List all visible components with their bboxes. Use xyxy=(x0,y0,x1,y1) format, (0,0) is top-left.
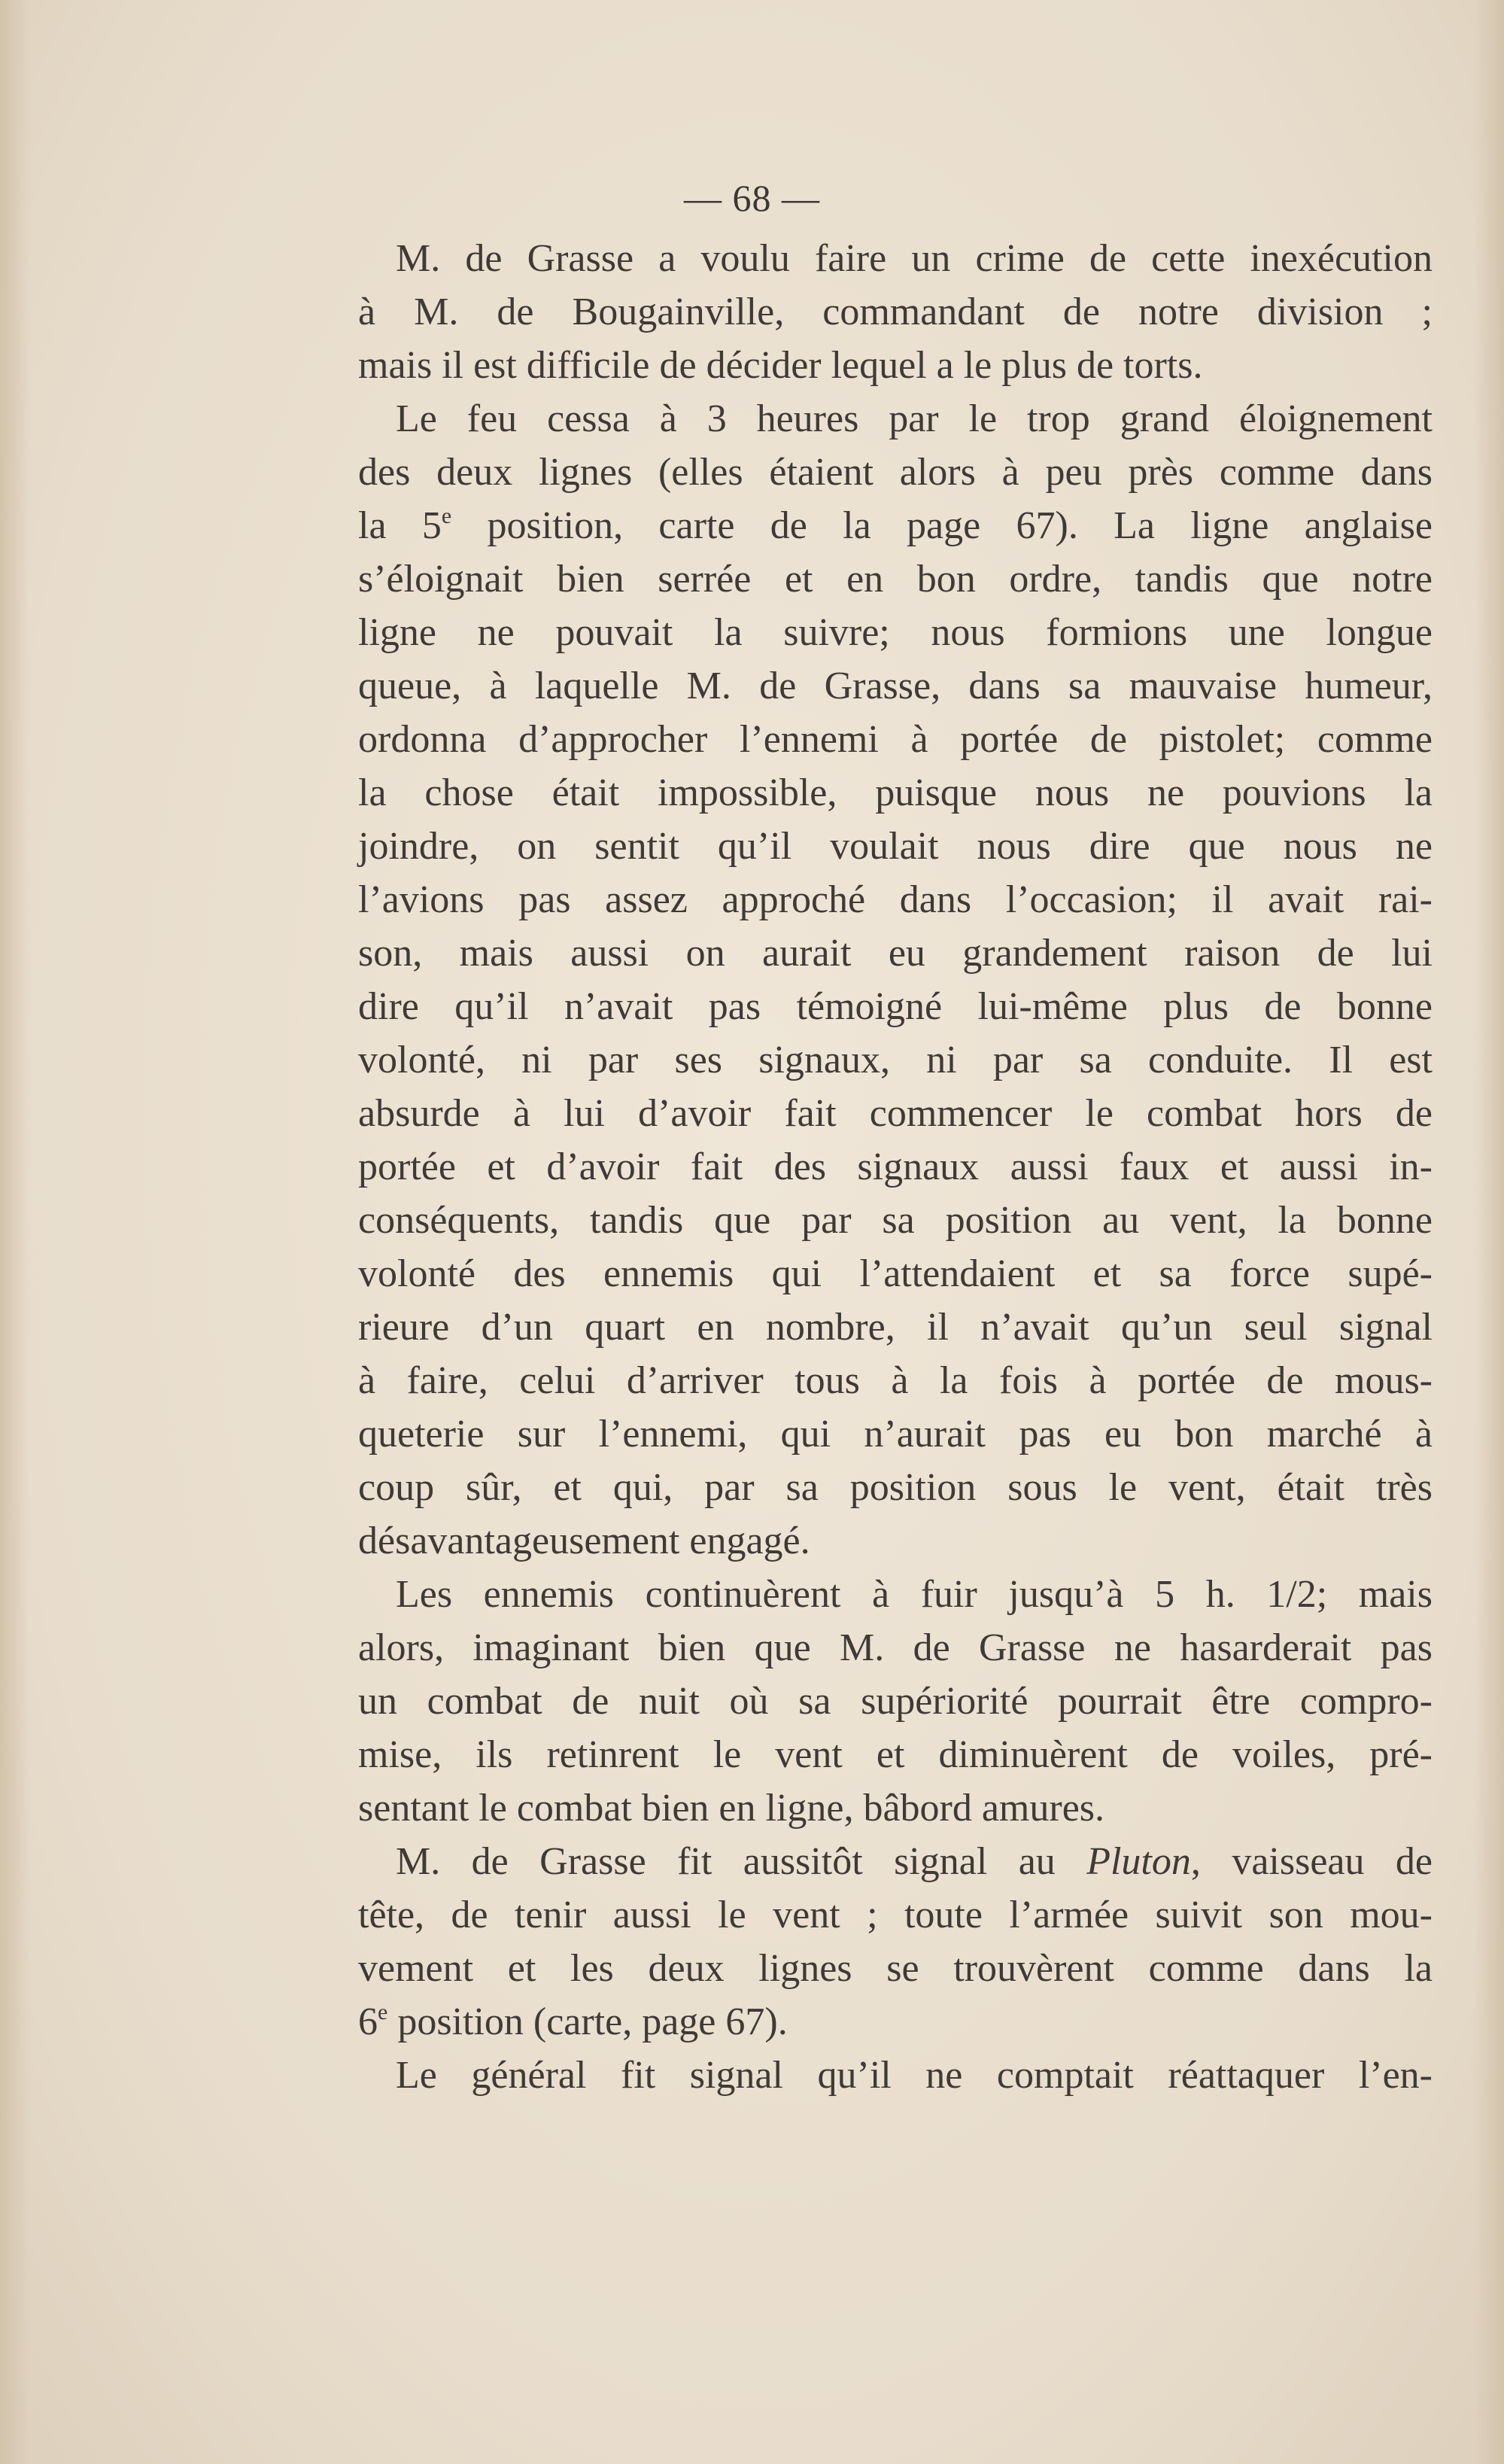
text-line: s’éloignait bien serrée et en bon ordre, tandis que notre xyxy=(358,558,1433,601)
text-line: sentant le combat bien en ligne, bâbord amures. xyxy=(358,1787,1105,1830)
text-line: ligne ne pouvait la suivre; nous formions une longue xyxy=(358,611,1433,654)
text-line: alors, imaginant bien que M. de Grasse ne hasarderait pas xyxy=(358,1626,1433,1669)
text-line: portée et d’avoir fait des signaux aussi faux et aussi in- xyxy=(358,1145,1433,1188)
text-line: tête, de tenir aussi le vent ; toute l’armée suivit son mou- xyxy=(358,1894,1433,1936)
body-text xyxy=(358,232,1433,2102)
text-line: des deux lignes (elles étaient alors à peu près comme dans xyxy=(358,451,1433,494)
text-line: à M. de Bougainville, commandant de notre division ; xyxy=(358,291,1433,333)
text-line: absurde à lui d’avoir fait commencer le combat hors de xyxy=(358,1092,1433,1135)
text-line: Le général fit signal qu’il ne comptait réattaquer l’en- xyxy=(396,2054,1433,2097)
paragraph-3 xyxy=(358,1568,1433,1835)
text-line: volonté des ennemis qui l’attendaient et sa force supé- xyxy=(358,1252,1433,1295)
paragraph-2 xyxy=(358,392,1433,1568)
text-line-with-superscript: 6e position (carte, page 67). xyxy=(358,2000,788,2043)
text-line: M. de Grasse a voulu faire un crime de cette inexécution xyxy=(396,237,1433,280)
text-line: à faire, celui d’arriver tous à la fois à portée de mous- xyxy=(358,1359,1433,1402)
text-line: coup sûr, et qui, par sa position sous le vent, était très xyxy=(358,1466,1433,1509)
text-line: rieure d’un quart en nombre, il n’avait qu’un seul signal xyxy=(358,1306,1433,1349)
text-line: conséquents, tandis que par sa position au vent, la bonne xyxy=(358,1199,1433,1242)
text-line: la chose était impossible, puisque nous ne pouvions la xyxy=(358,771,1433,814)
text-line: mais il est difficile de décider lequel a le plus de torts. xyxy=(358,344,1203,387)
paragraph-4 xyxy=(358,1835,1433,2049)
page-edge-right xyxy=(1474,0,1504,2464)
page-edge-left xyxy=(0,0,30,2464)
text-line: ordonna d’approcher l’ennemi à portée de pistolet; comme xyxy=(358,718,1433,761)
text-line: son, mais aussi on aurait eu grandement raison de lui xyxy=(358,932,1433,975)
text-line: mise, ils retinrent le vent et diminuèrent de voiles, pré- xyxy=(358,1733,1433,1776)
text-line: vement et les deux lignes se trouvèrent comme dans la xyxy=(358,1947,1433,1990)
text-line-with-superscript: la 5e position, carte de la page 67). La ligne anglaise xyxy=(358,503,1433,547)
text-line: joindre, on sentit qu’il voulait nous dire que nous ne xyxy=(358,825,1433,868)
text-line: Le feu cessa à 3 heures par le trop grand éloignement xyxy=(396,397,1433,440)
text-line: Les ennemis continuèrent à fuir jusqu’à 5 h. 1/2; mais xyxy=(396,1573,1433,1616)
text-line: queue, à laquelle M. de Grasse, dans sa mauvaise humeur, xyxy=(358,665,1433,707)
page-number: — 68 — xyxy=(684,177,820,219)
paragraph-5 xyxy=(358,2049,1433,2102)
text-line: l’avions pas assez approché dans l’occasion; il avait rai- xyxy=(358,878,1433,921)
text-line-with-italic: M. de Grasse fit aussitôt signal au Pluton, vaisseau de xyxy=(396,1840,1433,1883)
text-line: désavantageusement engagé. xyxy=(358,1519,810,1562)
text-line: dire qu’il n’avait pas témoigné lui-même plus de bonne xyxy=(358,985,1433,1028)
text-line: volonté, ni par ses signaux, ni par sa conduite. Il est xyxy=(358,1039,1433,1081)
text-line: un combat de nuit où sa supériorité pourrait être compro- xyxy=(358,1680,1433,1723)
text-line: queterie sur l’ennemi, qui n’aurait pas eu bon marché à xyxy=(358,1413,1433,1456)
paragraph-1 xyxy=(358,232,1433,392)
